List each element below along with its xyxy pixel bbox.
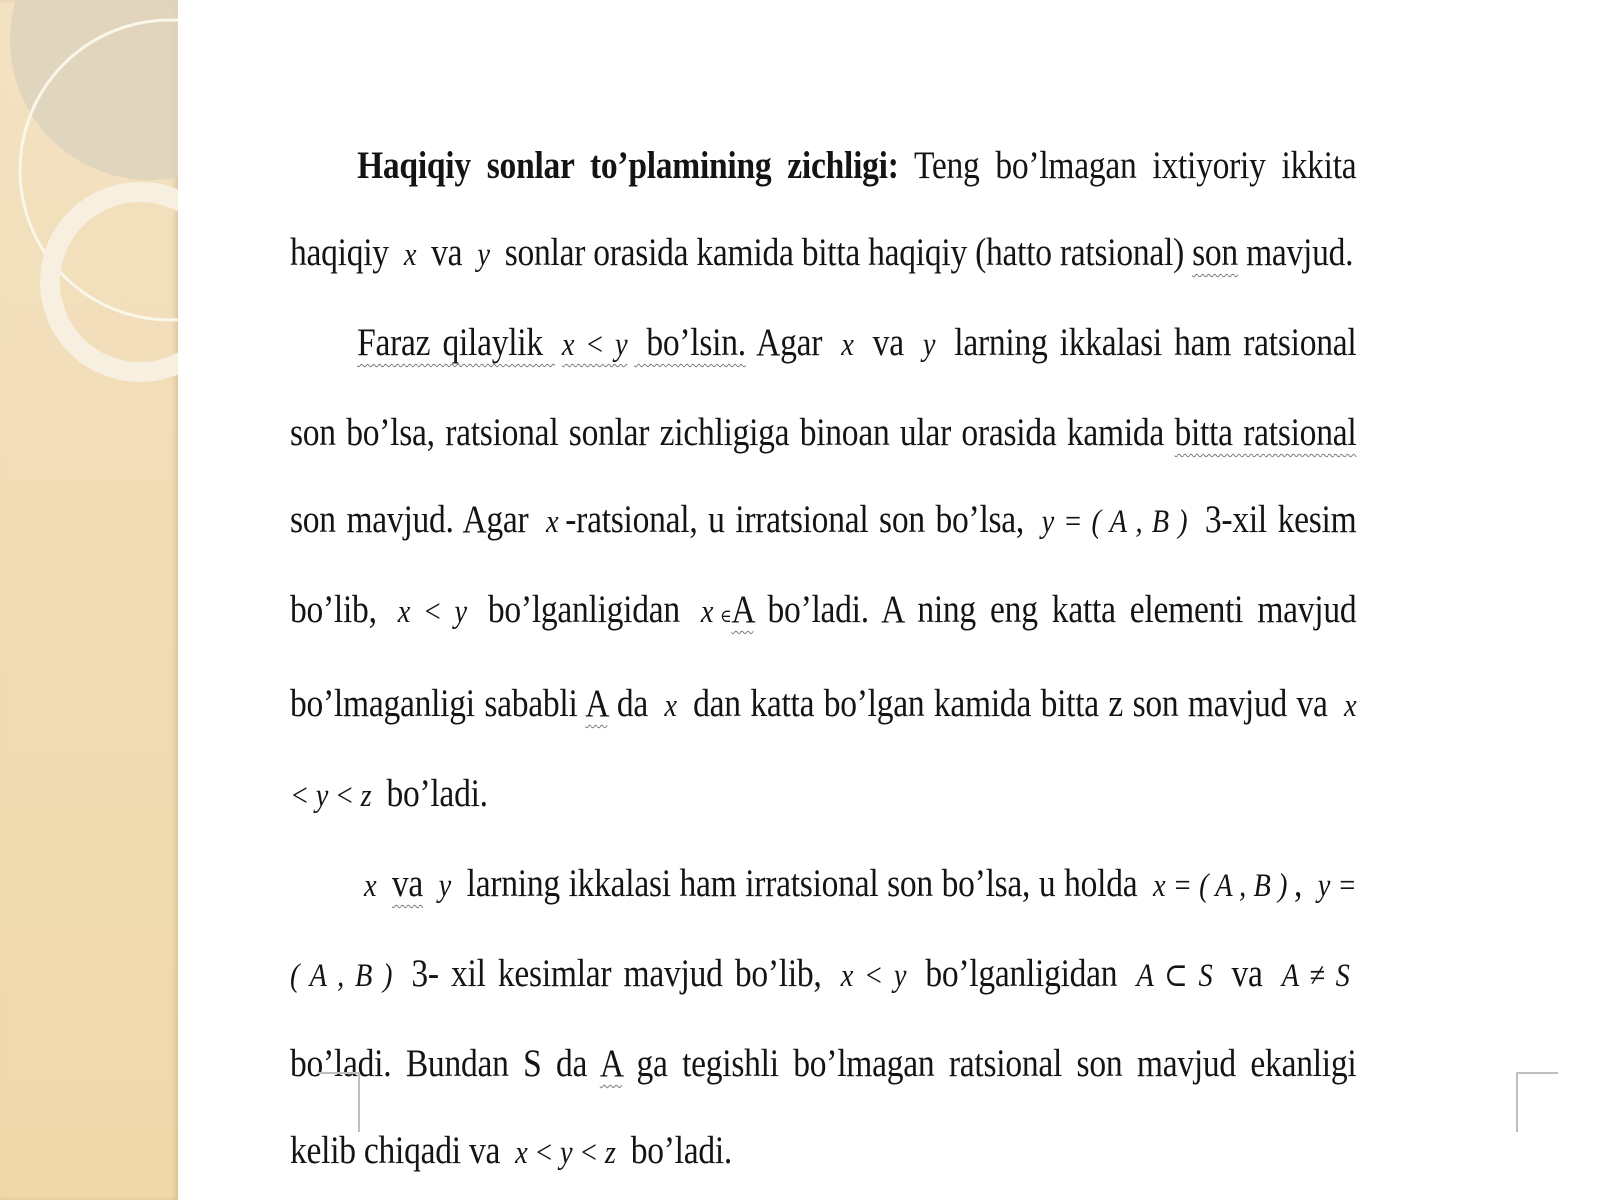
math-y: y xyxy=(922,327,936,363)
heading: Haqiqiy sonlar to’plamining zichligi: xyxy=(357,144,899,187)
paragraph-density xyxy=(290,122,1356,299)
math-x: x xyxy=(546,504,559,540)
decorative-circles xyxy=(0,0,178,1200)
text: mavjud. xyxy=(1246,231,1354,274)
math-element-of: ∈ xyxy=(720,606,732,626)
math-cut: y = ( A , B ) xyxy=(290,868,1357,994)
text: da xyxy=(616,682,648,725)
math-cut: x = ( A , B ) xyxy=(1152,868,1288,904)
corner-marker-left xyxy=(318,1072,360,1132)
text: bo’ladi. Bundan S da xyxy=(290,1042,588,1085)
math-inequality: x < y xyxy=(561,327,628,363)
math-inequality: x < y < z xyxy=(515,1135,616,1171)
text: A xyxy=(599,1042,622,1085)
decorative-sidebar xyxy=(0,0,178,1200)
text: larning ikkalasi ham irratsional son bo’lsa, u holda xyxy=(466,862,1138,905)
math-cut: y = ( A , B ) xyxy=(1041,504,1188,540)
text: bo’ladi. xyxy=(630,1129,733,1172)
text: ga tegishli bo’lmagan ratsional son mavjud ekanligi kelib chiqadi va xyxy=(290,1042,1357,1172)
text: Agar xyxy=(756,321,823,364)
math-x: x xyxy=(363,868,377,904)
text: bo’lganligidan xyxy=(925,952,1118,995)
text: va xyxy=(431,231,463,274)
math-subset: A ⊂ S xyxy=(1136,958,1213,994)
text: son xyxy=(1192,231,1238,274)
text: va xyxy=(391,862,424,905)
text: sonlar orasida kamida bitta haqiqiy (hatto ratsional) xyxy=(504,231,1184,274)
text: 3- xil kesimlar mavjud bo’lib, xyxy=(411,952,822,995)
math-inequality: x < y xyxy=(840,958,907,994)
text: bo’lsin. xyxy=(646,321,746,364)
math-inequality: x < y xyxy=(397,594,467,630)
math-y: y xyxy=(477,237,490,273)
paragraph-irrational-case: x va y larning ikkalasi ham irratsional son bo’lsa, u holda x = ( A , B ) , y = ( A , B ) 3- xil kesimlar mavjud bo’lib, x < y bo’lganligidan A ⊂ S va A ≠ S bo’ladi. Bundan S da A ga tegishli bo’lmagan ratsional son mavjud ekanligi kelib chiqadi va x < y < z bo’ladi. xyxy=(290,862,1357,1172)
corner-marker-right xyxy=(1516,1072,1558,1132)
text: son mavjud. Agar xyxy=(290,498,529,541)
text: Teng bo’lmagan ixtiyoriy ikkita haqiqiy xyxy=(290,144,1357,274)
math-inequality: x < y < z xyxy=(290,688,1357,814)
text: va xyxy=(1231,952,1263,995)
text: bo’ladi. A ning eng katta elementi mavjud bo’lmaganligi sababli xyxy=(290,588,1357,725)
text: bo’ladi. xyxy=(386,772,488,815)
text: A xyxy=(731,588,754,631)
text: bo’lganligidan xyxy=(487,588,680,631)
math-not-equal: A ≠ S xyxy=(1281,958,1350,994)
math-x: x xyxy=(664,688,677,724)
text: bitta ratsional xyxy=(1174,411,1357,454)
text: -ratsional, u irratsional son bo’lsa, xyxy=(565,498,1025,541)
text: dan katta bo’lgan kamida bitta z son mavjud va xyxy=(693,682,1328,725)
math-x: x xyxy=(403,237,417,273)
math-x: x xyxy=(700,594,714,630)
text: A xyxy=(585,682,608,725)
text: 3-xil kesim bo’lib, xyxy=(290,498,1357,631)
text: va xyxy=(872,321,904,364)
text: Faraz qilaylik xyxy=(357,321,543,364)
paragraph-rational-case xyxy=(290,299,1356,840)
text: larning ikkalasi ham ratsional son bo’lsa, ratsional sonlar zichligiga binoan ular orasida kamida xyxy=(290,321,1357,454)
math-y: y xyxy=(438,868,452,904)
document-text xyxy=(290,122,1356,1197)
math-x: x xyxy=(841,327,854,363)
